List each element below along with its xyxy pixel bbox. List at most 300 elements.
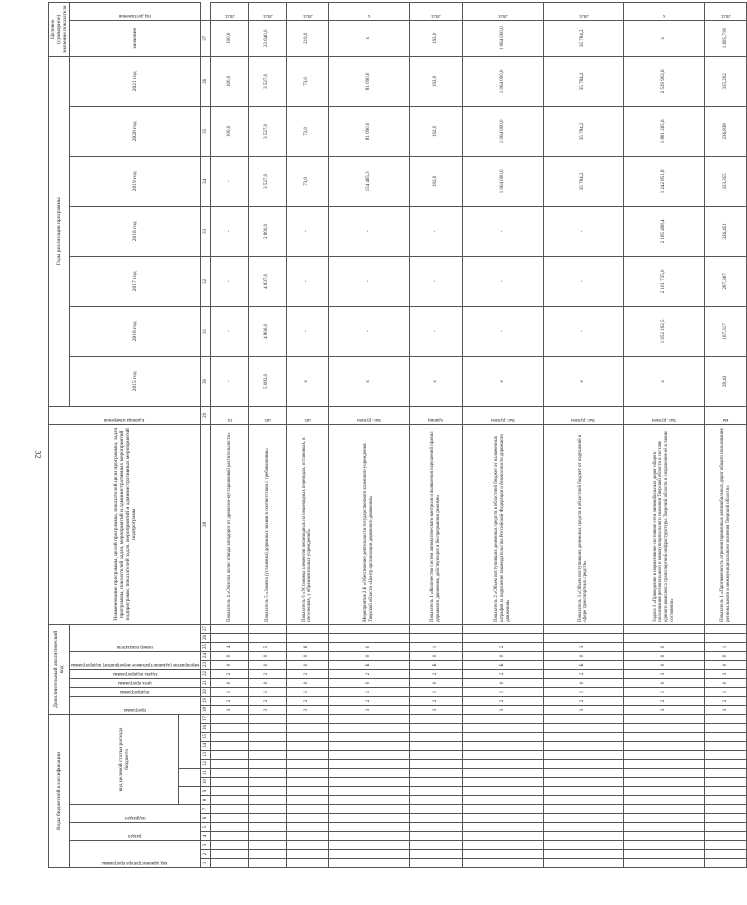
year-value-cell: - — [462, 306, 543, 356]
budget-code-cell — [624, 823, 705, 832]
budget-code-cell — [248, 823, 286, 832]
table-row — [211, 2, 249, 867]
budget-code-cell — [409, 796, 462, 805]
year-value-cell: 335,292 — [704, 56, 747, 106]
budget-code-cell — [329, 841, 410, 850]
header-year-7: 2021 год — [70, 56, 201, 106]
header-years: Годы реализации программы — [49, 56, 70, 406]
budget-code-cell — [462, 850, 543, 859]
budget-code-cell — [329, 832, 410, 841]
column-number: 29 — [201, 406, 211, 424]
budget-code-cell — [704, 832, 747, 841]
budget-code-cell — [704, 751, 747, 760]
analytic-code-cell: 2 — [543, 696, 624, 705]
analytic-code-cell — [286, 633, 328, 642]
header-article-subprogram — [179, 769, 201, 787]
column-number: 13 — [201, 751, 211, 760]
analytic-code-cell — [409, 624, 462, 633]
budget-code-cell — [462, 769, 543, 778]
budget-code-cell — [704, 724, 747, 733]
budget-code-cell — [409, 814, 462, 823]
budget-code-cell — [211, 859, 249, 868]
analytic-code-cell: 1 — [409, 687, 462, 696]
header-subsection: подраздел — [70, 805, 201, 823]
year-value-cell: 1 052 192,5 — [624, 306, 705, 356]
budget-code-cell — [409, 850, 462, 859]
year-value-cell: - — [211, 306, 249, 356]
row-name: Показатель 6 «Установка элементов пешеходных на пешеходных переходах, остановках, в поселениях, у образовательных учреждений» — [286, 424, 328, 624]
year-value-cell: - — [329, 206, 410, 256]
analytic-code-cell: 2 — [409, 696, 462, 705]
budget-code-cell — [543, 733, 624, 742]
analytic-code-cell: 1 — [462, 687, 543, 696]
budget-code-cell — [462, 841, 543, 850]
row-name: Показатель 1 «Количество систем автоматического контроля и выявления нарушений правил дорожного движения, действующих в беспрерывном режиме» — [409, 424, 462, 624]
column-number: 9 — [201, 787, 211, 796]
analytic-code-cell: 0 — [624, 678, 705, 687]
budget-code-cell — [329, 760, 410, 769]
year-value-cell: 35 784,2 — [543, 56, 624, 106]
year-value-cell: - — [543, 256, 624, 306]
unit-cell: шт. — [286, 406, 328, 424]
year-value-cell: - — [409, 206, 462, 256]
budget-code-cell — [329, 751, 410, 760]
budget-code-cell — [211, 787, 249, 796]
column-number: 11 — [201, 769, 211, 778]
budget-code-cell — [248, 751, 286, 760]
header-article-program — [179, 787, 201, 805]
budget-code-cell — [286, 796, 328, 805]
column-number: 4 — [201, 832, 211, 841]
budget-code-cell — [248, 850, 286, 859]
column-number: 35 — [201, 106, 211, 156]
budget-code-cell — [211, 832, 249, 841]
year-value-cell: 323,355 — [704, 156, 747, 206]
analytic-code-cell: 0 — [409, 678, 462, 687]
analytic-code-cell: 1 — [704, 687, 747, 696]
column-number: 6 — [201, 814, 211, 823]
column-number: 14 — [201, 742, 211, 751]
year-value-cell: 100,0 — [211, 106, 249, 156]
column-number: 23 — [201, 660, 211, 669]
budget-code-cell — [462, 760, 543, 769]
budget-code-cell — [543, 814, 624, 823]
analytic-code-cell: 0 — [624, 651, 705, 660]
budget-code-cell — [543, 778, 624, 787]
budget-code-cell — [624, 832, 705, 841]
budget-code-cell — [704, 805, 747, 814]
budget-code-cell — [248, 724, 286, 733]
analytic-code-cell — [409, 633, 462, 642]
page-number: 32 — [33, 450, 43, 459]
column-number: 25 — [201, 642, 211, 651]
year-value-cell: 28,43 — [704, 356, 747, 406]
year-value-cell: - — [286, 206, 328, 256]
budget-code-cell — [543, 841, 624, 850]
budget-code-cell — [286, 814, 328, 823]
header-target-article: код целевой статьи расхода бюджета — [70, 714, 179, 804]
budget-code-cell — [409, 714, 462, 723]
budget-code-cell — [248, 769, 286, 778]
table-row — [704, 2, 747, 867]
budget-code-cell — [543, 742, 624, 751]
column-number: 15 — [201, 733, 211, 742]
budget-code-cell — [543, 805, 624, 814]
budget-code-cell — [462, 814, 543, 823]
budget-code-cell — [624, 778, 705, 787]
header-goal: цель программы — [70, 678, 201, 687]
table-row — [543, 2, 624, 867]
analytic-code-cell — [543, 633, 624, 642]
year-value-cell: 2 800,0 — [248, 206, 286, 256]
row-name: Задача 3 «Приведение в нормативное состояние сети автомобильных дорог общего пользования регионального и межмуниципального значения Тверской области в составе единого комплекса транспортной инфраструктуры Тверской области и сохранение её в таком состоянии» — [624, 424, 705, 624]
year-value-cell: 192,0 — [409, 106, 462, 156]
analytic-code-cell: 5 — [248, 642, 286, 651]
column-number: 34 — [201, 156, 211, 206]
budget-code-cell — [211, 805, 249, 814]
budget-code-cell — [248, 805, 286, 814]
column-number: 19 — [201, 696, 211, 705]
budget-code-cell — [543, 796, 624, 805]
analytic-code-cell: 3 — [409, 705, 462, 714]
year-value-cell: x — [624, 356, 705, 406]
row-name: Показатель 4 «Очистка полос отвода автодорог от древесно-кустарниковой растительности» — [211, 424, 249, 624]
analytic-code-cell: 3 — [462, 705, 543, 714]
year-done-cell: 2021 — [211, 2, 249, 20]
analytic-code-cell: 0 — [462, 651, 543, 660]
column-number: 17 — [201, 714, 211, 723]
header-section: раздел — [70, 823, 201, 841]
budget-code-cell — [704, 787, 747, 796]
column-number: 7 — [201, 805, 211, 814]
year-value-cell: 5 082,0 — [248, 356, 286, 406]
analytic-code-cell: 2 — [462, 669, 543, 678]
analytic-code-cell: 0 — [462, 678, 543, 687]
analytic-code-cell: 2 — [543, 669, 624, 678]
final-value-cell: 219,0 — [286, 20, 328, 56]
analytic-code-cell: 0 — [624, 660, 705, 669]
budget-code-cell — [409, 805, 462, 814]
header-final: Целевое (суммарное) значение показателя — [49, 2, 70, 56]
budget-code-cell — [248, 832, 286, 841]
budget-code-cell — [543, 724, 624, 733]
analytic-code-cell: 1 — [704, 642, 747, 651]
analytic-code-cell: 0 — [704, 651, 747, 660]
analytic-code-cell: 0 — [543, 651, 624, 660]
analytic-code-cell: 2 — [704, 696, 747, 705]
analytic-code-cell: 0 — [286, 651, 328, 660]
final-value-cell: 23 640,0 — [248, 20, 286, 56]
analytic-code-cell — [286, 624, 328, 633]
column-number: 21 — [201, 678, 211, 687]
header-year-1: 2015 год — [70, 356, 201, 406]
analytic-code-cell: 0 — [248, 660, 286, 669]
analytic-code-cell: 0 — [211, 678, 249, 687]
budget-code-cell — [211, 814, 249, 823]
analytic-code-cell: 2 — [462, 642, 543, 651]
analytic-code-cell: 2 — [248, 696, 286, 705]
column-number: 12 — [201, 760, 211, 769]
year-value-cell: 1 064 000,0 — [462, 56, 543, 106]
unit-cell: единиц — [409, 406, 462, 424]
budget-code-cell — [624, 769, 705, 778]
budget-code-cell — [704, 850, 747, 859]
header-name: Наименование программы, целей программы, показателей цели программы, задач программы, показателей задач, мероприятий и административных мероприятий подпрограмм, показателей задач, мероприятий и административных мероприятий подпрограмм — [49, 424, 201, 624]
analytic-code-cell — [543, 624, 624, 633]
year-value-cell: 35 784,2 — [543, 106, 624, 156]
year-value-cell: x — [543, 356, 624, 406]
unit-cell: тыс. рублей — [462, 406, 543, 424]
budget-code-cell — [704, 841, 747, 850]
unit-cell: шт. — [248, 406, 286, 424]
budget-code-cell — [462, 796, 543, 805]
analytic-code-cell: 0 — [211, 651, 249, 660]
budget-code-cell — [543, 760, 624, 769]
header-budget-codes: Коды бюджетной классификации — [49, 714, 70, 867]
year-value-cell: 3 527,0 — [248, 156, 286, 206]
budget-code-cell — [624, 733, 705, 742]
analytic-code-cell — [248, 624, 286, 633]
budget-code-cell — [329, 805, 410, 814]
analytic-code-cell — [248, 633, 286, 642]
budget-code-cell — [543, 832, 624, 841]
header-year-2: 2016 год — [70, 306, 201, 356]
column-number: 24 — [201, 651, 211, 660]
column-number: 1 — [201, 859, 211, 868]
budget-code-cell — [462, 787, 543, 796]
column-number: 37 — [201, 20, 211, 56]
header-analytic-code: Дополнительный аналитический код — [49, 624, 70, 714]
row-name: Показатель 1 «Протяженность отремонтированных автомобильных дорог общего пользования регионального и межмуниципального значения Тверской области» — [704, 424, 747, 624]
year-value-cell: 100,0 — [211, 56, 249, 106]
analytic-code-cell — [704, 633, 747, 642]
budget-code-cell — [329, 859, 410, 868]
header-program: программа — [70, 696, 201, 714]
final-value-cell: 192,0 — [409, 20, 462, 56]
budget-code-cell — [462, 751, 543, 760]
budget-code-cell — [704, 733, 747, 742]
budget-code-cell — [409, 742, 462, 751]
year-value-cell: - — [286, 256, 328, 306]
year-value-cell: 236,838 — [704, 106, 747, 156]
budget-code-cell — [409, 787, 462, 796]
budget-code-cell — [248, 742, 286, 751]
budget-code-cell — [286, 733, 328, 742]
year-value-cell: - — [211, 256, 249, 306]
budget-code-cell — [211, 760, 249, 769]
budget-code-cell — [329, 778, 410, 787]
budget-code-cell — [704, 814, 747, 823]
analytic-code-cell: 0 — [329, 651, 410, 660]
budget-code-cell — [211, 769, 249, 778]
budget-code-cell — [624, 805, 705, 814]
budget-code-cell — [462, 832, 543, 841]
table-row — [248, 2, 286, 867]
header-admin-code: код администратора программы — [70, 841, 201, 868]
final-value-cell: x — [329, 20, 410, 56]
budget-code-cell — [211, 850, 249, 859]
year-value-cell: - — [329, 256, 410, 306]
budget-code-cell — [704, 769, 747, 778]
table-row — [329, 2, 410, 867]
budget-code-cell — [624, 724, 705, 733]
analytic-code-cell — [211, 633, 249, 642]
year-value-cell: x — [462, 356, 543, 406]
budget-code-cell — [624, 787, 705, 796]
column-number: 32 — [201, 256, 211, 306]
analytic-code-cell: 3 — [543, 705, 624, 714]
analytic-code-cell: 1 — [248, 687, 286, 696]
analytic-code-cell — [624, 633, 705, 642]
analytic-code-cell: 0 — [286, 660, 328, 669]
budget-code-cell — [409, 832, 462, 841]
budget-code-cell — [409, 823, 462, 832]
year-value-cell: - — [211, 156, 249, 206]
analytic-code-cell: 2 — [462, 696, 543, 705]
analytic-code-cell: Б — [329, 660, 410, 669]
column-number: 27 — [201, 624, 211, 633]
budget-code-cell — [409, 859, 462, 868]
analytic-code-cell — [704, 624, 747, 633]
budget-code-cell — [211, 724, 249, 733]
analytic-code-cell: 1 — [543, 687, 624, 696]
analytic-code-cell: 2 — [329, 669, 410, 678]
analytic-code-cell: 2 — [211, 696, 249, 705]
budget-code-cell — [462, 823, 543, 832]
year-value-cell: 3 527,0 — [248, 106, 286, 156]
budget-code-cell — [462, 859, 543, 868]
budget-code-cell — [286, 760, 328, 769]
year-value-cell: 2 185 498,4 — [624, 206, 705, 256]
budget-code-cell — [211, 796, 249, 805]
budget-code-cell — [248, 778, 286, 787]
budget-code-cell — [286, 850, 328, 859]
analytic-code-cell: 2 — [211, 669, 249, 678]
analytic-code-cell: 0 — [329, 678, 410, 687]
budget-code-cell — [543, 769, 624, 778]
budget-code-cell — [624, 814, 705, 823]
header-year-done: год достижения — [70, 2, 201, 20]
analytic-code-cell: 4 — [211, 642, 249, 651]
budget-code-cell — [211, 742, 249, 751]
budget-code-cell — [624, 751, 705, 760]
budget-code-cell — [409, 778, 462, 787]
final-value-cell: 100,0 — [211, 20, 249, 56]
budget-code-cell — [286, 805, 328, 814]
year-value-cell: 1 881 265,6 — [624, 106, 705, 156]
budget-code-cell — [704, 796, 747, 805]
budget-code-cell — [409, 751, 462, 760]
budget-code-cell — [211, 733, 249, 742]
budget-code-cell — [462, 742, 543, 751]
year-value-cell: 4 800,0 — [248, 306, 286, 356]
analytic-code-cell: 0 — [624, 642, 705, 651]
budget-code-cell — [543, 823, 624, 832]
year-value-cell: 81 090,0 — [329, 106, 410, 156]
year-value-cell: 167,317 — [704, 306, 747, 356]
header-year-6: 2020 год — [70, 106, 201, 156]
header-article-direction — [179, 714, 201, 768]
budget-code-cell — [624, 841, 705, 850]
analytic-code-cell: 3 — [248, 705, 286, 714]
header-year-5: 2019 год — [70, 156, 201, 206]
analytic-code-cell — [462, 624, 543, 633]
analytic-code-cell: 0 — [248, 651, 286, 660]
year-value-cell: 4 837,0 — [248, 256, 286, 306]
final-value-cell: 1 695,718 — [704, 20, 747, 56]
column-number: 22 — [201, 669, 211, 678]
budget-code-cell — [248, 760, 286, 769]
analytic-code-cell: 3 — [704, 705, 747, 714]
final-value-cell: 35 784,2 — [543, 20, 624, 56]
analytic-code-cell: 0 — [409, 651, 462, 660]
year-value-cell: 192,0 — [409, 156, 462, 206]
budget-code-cell — [286, 714, 328, 723]
budget-code-cell — [286, 823, 328, 832]
budget-code-cell — [409, 841, 462, 850]
budget-code-cell — [624, 796, 705, 805]
budget-code-cell — [211, 841, 249, 850]
year-value-cell: 73,0 — [286, 56, 328, 106]
year-value-cell: 154 465,3 — [329, 156, 410, 206]
budget-code-cell — [409, 724, 462, 733]
analytic-code-cell: 1 — [329, 687, 410, 696]
budget-code-cell — [462, 733, 543, 742]
table-row — [286, 2, 328, 867]
budget-code-cell — [704, 823, 747, 832]
year-value-cell: 3 527,0 — [248, 56, 286, 106]
budget-code-cell — [286, 751, 328, 760]
analytic-code-cell: 0 — [704, 678, 747, 687]
budget-code-cell — [624, 859, 705, 868]
analytic-code-cell: 1 — [286, 687, 328, 696]
budget-code-cell — [248, 733, 286, 742]
year-value-cell: x — [329, 356, 410, 406]
year-value-cell: - — [462, 256, 543, 306]
column-number: 3 — [201, 841, 211, 850]
header-unit: Единица измерения — [49, 406, 201, 424]
budget-code-cell — [248, 714, 286, 723]
budget-code-cell — [211, 823, 249, 832]
budget-code-cell — [286, 724, 328, 733]
program-indicators-table — [48, 2, 747, 868]
budget-code-cell — [286, 787, 328, 796]
year-value-cell: - — [286, 306, 328, 356]
analytic-code-cell: 3 — [704, 669, 747, 678]
column-number: 5 — [201, 823, 211, 832]
analytic-code-cell: 3 — [624, 705, 705, 714]
analytic-code-cell: 0 — [704, 660, 747, 669]
year-value-cell: - — [462, 206, 543, 256]
table-row — [409, 2, 462, 867]
budget-code-cell — [286, 769, 328, 778]
budget-code-cell — [329, 733, 410, 742]
analytic-code-cell: 1 — [409, 642, 462, 651]
year-value-cell: - — [329, 306, 410, 356]
column-number: 36 — [201, 56, 211, 106]
year-value-cell: 1 242 851,8 — [624, 156, 705, 206]
analytic-code-cell: 3 — [543, 642, 624, 651]
year-value-cell: 35 784,2 — [543, 156, 624, 206]
table-row — [624, 2, 705, 867]
budget-code-cell — [543, 850, 624, 859]
budget-code-cell — [462, 805, 543, 814]
budget-code-cell — [329, 787, 410, 796]
year-done-cell: 2021 — [409, 2, 462, 20]
header-final-value: значение — [70, 20, 201, 56]
budget-code-cell — [624, 760, 705, 769]
budget-code-cell — [462, 714, 543, 723]
